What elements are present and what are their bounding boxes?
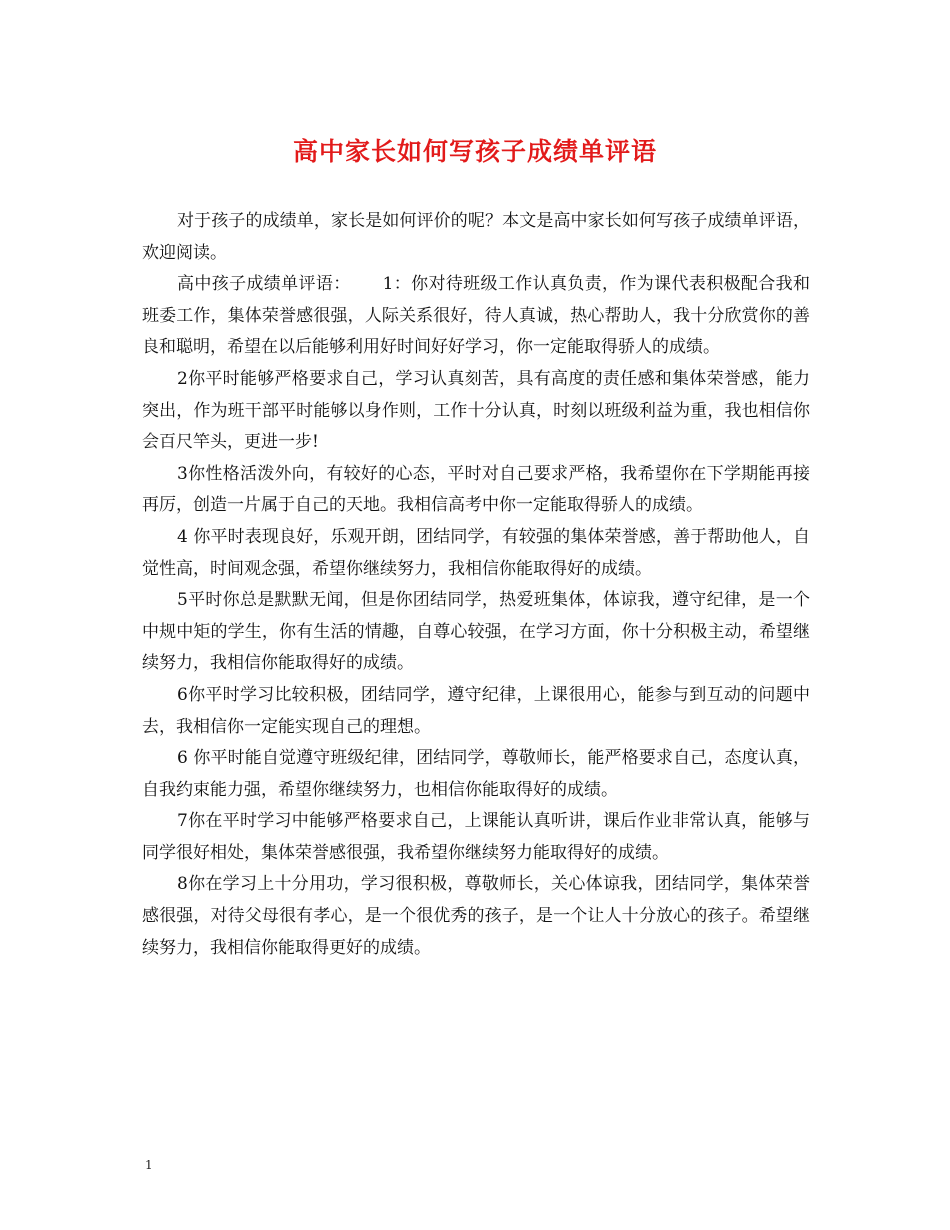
- paragraph-intro: 对于孩子的成绩单，家长是如何评价的呢？本文是高中家长如何写孩子成绩单评语，欢迎阅读。: [142, 211, 810, 263]
- paragraph-comment-3: 3你性格活泼外向，有较好的心态，平时对自己要求严格，我希望你在下学期能再接再厉，创造一片属于自己的天地。我相信高考中你一定能取得骄人的成绩。: [142, 463, 810, 516]
- paragraph-comment-2: 2你平时能够严格要求自己，学习认真刻苦，具有高度的责任感和集体荣誉感，能力突出，作为班干部平时能够以身作则，工作十分认真，时刻以班级利益为重，我也相信你会百尺竿头，更进一步!: [142, 368, 810, 453]
- document-body: [142, 206, 810, 964]
- document-title: 高中家长如何写孩子成绩单评语: [292, 137, 657, 166]
- paragraph-comment-7: 7你在平时学习中能够严格要求自己，上课能认真听讲，课后作业非常认真，能够与同学很好相处，集体荣誉感很强，我希望你继续努力能取得好的成绩。: [142, 811, 810, 863]
- paragraph-comment-6a: 6你平时学习比较积极，团结同学，遵守纪律，上课很用心，能参与到互动的问题中去，我相信你一定能实现自己的理想。: [142, 684, 810, 737]
- paragraph-comment-5: 5平时你总是默默无闻，但是你团结同学，热爱班集体，体谅我，遵守纪律，是一个中规中矩的学生，你有生活的情趣，自尊心较强，在学习方面，你十分积极主动，希望继续努力，我相信你能取得好的成绩。: [142, 590, 810, 674]
- paragraph-comment-6b: 6 你平时能自觉遵守班级纪律，团结同学，尊敬师长，能严格要求自己，态度认真，自我约束能力强，希望你继续努力，也相信你能取得好的成绩。: [142, 748, 810, 800]
- paragraph-comment-1: 高中孩子成绩单评语： 1：你对待班级工作认真负责，作为课代表积极配合我和班委工作，集体荣誉感很强，人际关系很好，待人真诚，热心帮助人，我十分欣赏你的善良和聪明，希望在以后能够利用好时间好好学习，你一定能取得骄人的成绩。: [142, 274, 810, 358]
- page-number: 1: [145, 1158, 153, 1172]
- paragraph-comment-4: 4 你平时表现良好，乐观开朗，团结同学，有较强的集体荣誉感，善于帮助他人，自觉性高，时间观念强，希望你继续努力，我相信你能取得好的成绩。: [142, 526, 810, 579]
- paragraph-comment-8: 8你在学习上十分用功，学习很积极，尊敬师长，关心体谅我，团结同学，集体荣誉感很强，对待父母很有孝心，是一个很优秀的孩子，是一个让人十分放心的孩子。希望继续努力，我相信你能取得更好的成绩。: [142, 874, 810, 958]
